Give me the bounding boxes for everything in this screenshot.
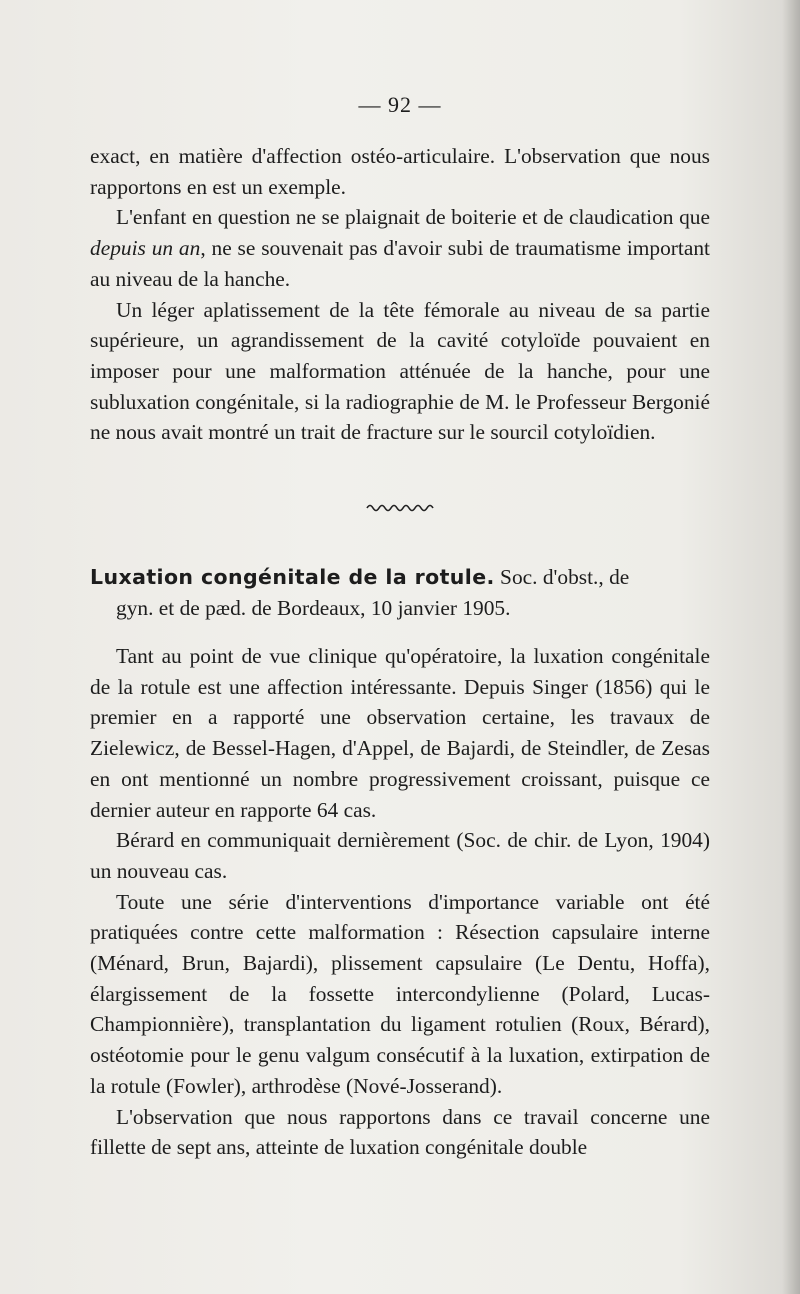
article-title: Luxation congénitale de la rotule. (90, 565, 495, 589)
text-block-bottom (90, 641, 710, 1163)
paragraph-history: Tant au point de vue clinique qu'opératoire, la luxation congénitale de la rotule est une affection intéressante. Depuis Singer (1856) qui le premier en a rapporté une observation certaine, les travaux de Zielewicz, de Bessel-Hagen, d'Appel, de Bajardi, de Steindler, de Zesas en ont mentionné un nombre progressivement croissant, puisque ce dernier auteur en rapporte 64 cas. (90, 644, 710, 822)
paragraph-text: L'enfant en question ne se plaignait de boiterie et de claudication que (116, 205, 710, 230)
page-number: — 92 — (358, 92, 442, 117)
italic-phrase: depuis un an (90, 236, 201, 261)
wavy-line-icon (365, 501, 435, 515)
article-reference-line2: gyn. et de pæd. de Bordeaux, 10 janvier 1905. (116, 595, 511, 620)
paragraph-claudication (90, 202, 710, 294)
section-divider-ornament (0, 499, 800, 519)
paragraph-berard: Bérard en communiquait dernièrement (Soc. de chir. de Lyon, 1904) un nouveau cas. (90, 828, 710, 883)
paragraph-observation: L'observation que nous rapportons dans ce travail concerne une fillette de sept ans, atteinte de luxation congénitale double (90, 1104, 710, 1160)
paragraph-radiography: Un léger aplatissement de la tête fémorale au niveau de sa partie supérieure, un agrandissement de la cavité cotyloïde pouvaient en imposer pour une malformation atténuée de la hanche, pour une subluxation congénitale, si la radiographie de M. le Professeur Bergonié ne nous avait montré un trait de fracture sur le sourcil cotyloïdien. (90, 297, 710, 445)
article-heading (90, 562, 710, 623)
text-block-top (90, 141, 710, 448)
page-edge-shadow (782, 0, 800, 1294)
paragraph-text: , ne se souvenait pas d'avoir subi de traumatisme important au niveau de la hanche. (90, 236, 711, 291)
article-reference-line1: Soc. d'obst., de (494, 565, 630, 589)
paragraph-interventions: Toute une série d'interventions d'importance variable ont été pratiquées contre cette malformation : Résection capsulaire interne (Ménard, Brun, Bajardi), plissement capsulaire (Le Dentu, Hoffa), élargissement de la fossette intercondylienne (Polard, Lucas-Championnière), transplantation du ligament rotulien (Roux, Bérard), ostéotomie pour le genu valgum consécutif à la luxation, extirpation de la rotule (Fowler), arthrodèse (Nové-Josserand). (90, 889, 710, 1098)
paragraph-continued: exact, en matière d'affection ostéo-articulaire. L'observation que nous rapportons en est un exemple. (90, 144, 710, 199)
